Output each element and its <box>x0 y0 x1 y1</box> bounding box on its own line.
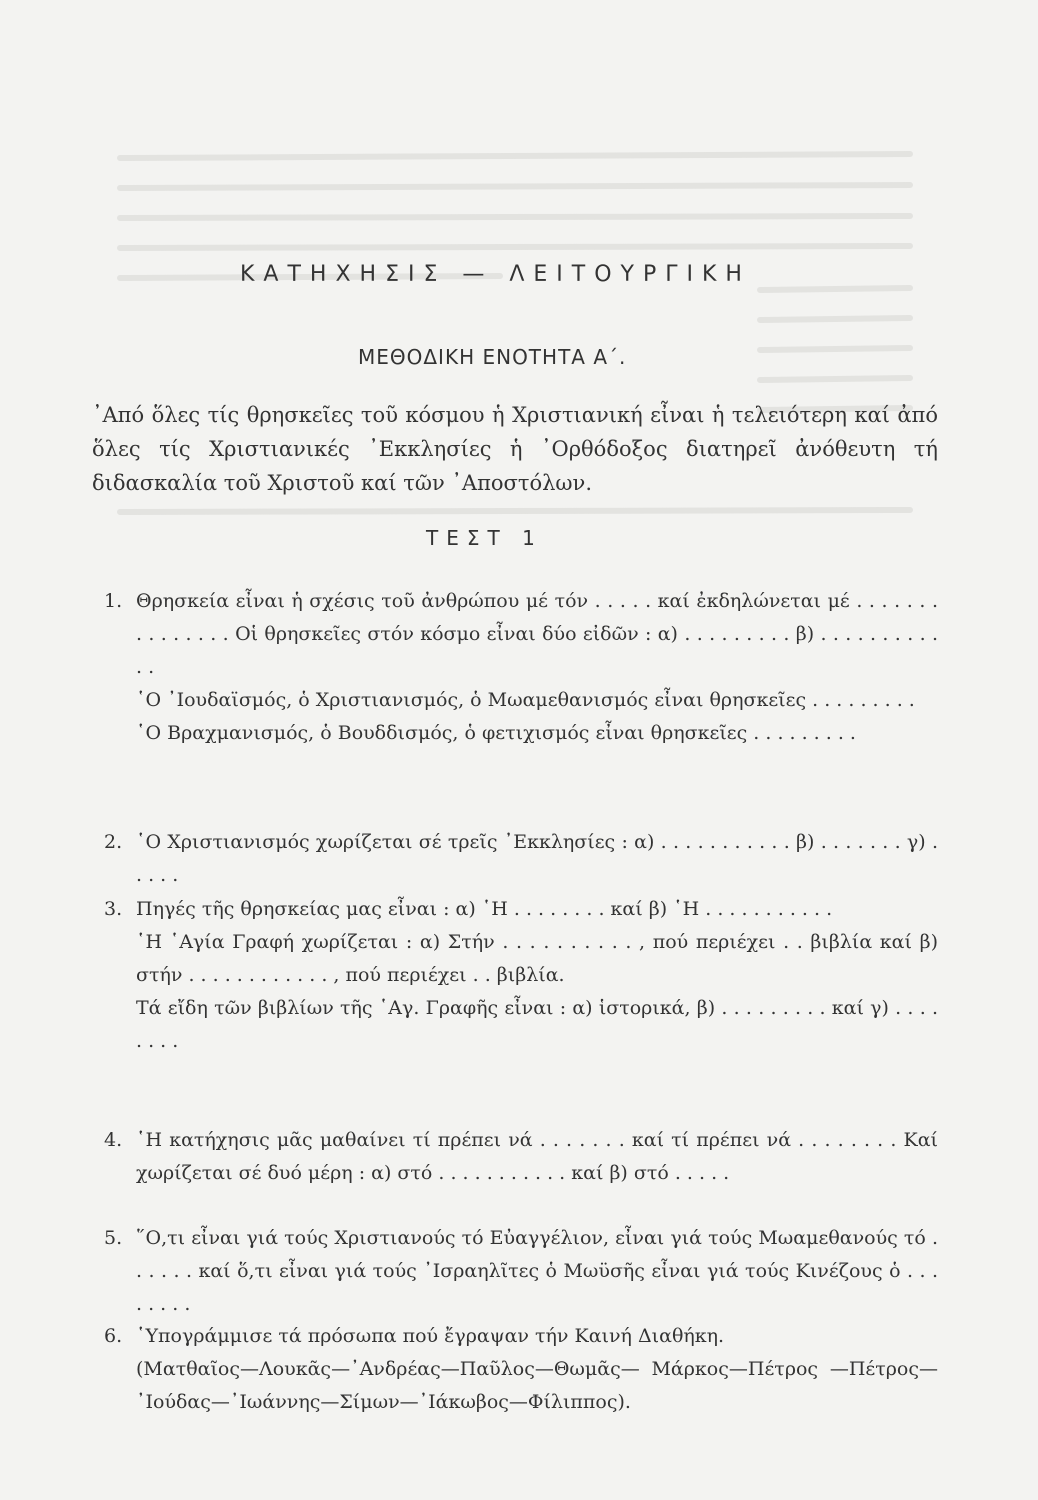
question-line: ῾Η ῾Αγία Γραφή χωρίζεται : α) Στήν . . . . . . . . . . , πού περιέχει . . βιβλία καί β) στήν . . . . . . . . . . . . , πού περιέχει . . βιβλία. <box>136 931 938 986</box>
question-line: Πηγές τῆς θρησκείας μας εἶναι : α) ῾Η . . . . . . . . καί β) ῾Η . . . . . . . . . . . <box>136 898 833 920</box>
question-line: ῾Ο Χριστιανισμός χωρίζεται σέ τρεῖς ᾿Εκκλησίες : α) . . . . . . . . . . . β) . . . . . . . γ) . . . . . <box>136 831 938 886</box>
unit-heading: ΜΕΘΟΔΙΚΗ ΕΝΟΤΗΤΑ Α΄. <box>358 345 627 369</box>
question-line: Θρησκεία εἶναι ἡ σχέσις τοῦ ἀνθρώπου μέ τόν . . . . . καί ἐκδηλώνεται μέ . . . . . . . . . . . . . . . Οἱ θρησκεῖες στόν κόσμο εἶναι δύο εἰδῶν : α) . . . . . . . . . β) . . . . . . . . . . . . <box>136 590 938 678</box>
question-line: ῾Υπογράμμισε τά πρόσωπα πού ἔγραψαν τήν Καινή Διαθήκη. <box>136 1325 725 1347</box>
question-1 <box>104 585 938 750</box>
question-line: ῾Ο ᾿Ιουδαϊσμός, ὁ Χριστιανισμός, ὁ Μωαμεθανισμός εἶναι θρησκεῖες . . . . . . . . . <box>136 689 915 711</box>
question-4 <box>104 1124 938 1190</box>
question-number: 3. <box>104 898 123 920</box>
intro-paragraph: ᾿Από ὅλες τίς θρησκεῖες τοῦ κόσμου ἡ Χριστιανική εἶναι ἡ τελειότερη καί ἀπό ὅλες τίς Χριστιανικές ᾿Εκκλησίες ἡ ᾿Ορθόδοξος διατηρεῖ ἀνόθευτη τή διδασκαλία τοῦ Χριστοῦ καί τῶν ᾿Αποστόλων. <box>92 403 938 495</box>
question-line: Τά εἴδη τῶν βιβλίων τῆς ῾Αγ. Γραφῆς εἶναι : α) ἱστορικά, β) . . . . . . . . . καί γ) . . . . . . . . <box>136 997 938 1052</box>
question-number: 2. <box>104 831 123 853</box>
question-line: ῾Η κατήχησις μᾶς μαθαίνει τί πρέπει νά . . . . . . . καί τί πρέπει νά . . . . . . . . Καί χωρίζεται σέ δυό μέρη : α) στό . . . . . . . . . . . καί β) στό . . . . . <box>136 1129 938 1184</box>
question-6 <box>104 1320 938 1419</box>
page-title: ΚΑΤΗΧΗΣΙΣ — ΛΕΙΤΟΥΡΓΙΚΗ <box>240 262 751 287</box>
question-number: 4. <box>104 1129 123 1151</box>
question-number: 1. <box>104 590 123 612</box>
question-line: (Ματθαῖος—Λουκᾶς—᾿Ανδρέας—Παῦλος—Θωμᾶς— Μάρκος—Πέτρος —Πέτρος—᾿Ιούδας—᾿Ιωάννης—Σίμων—᾿Ιάκωβος—Φίλιππος). <box>136 1358 938 1413</box>
question-line: ῞Ο,τι εἶναι γιά τούς Χριστιανούς τό Εὐαγγέλιον, εἶναι γιά τούς Μωαμεθανούς τό . . . . . . καί ὅ,τι εἶναι γιά τούς ᾿Ισραηλῖτες ὁ Μωϋσῆς εἶναι γιά τούς Κινέζους ὁ . . . . . . . . <box>136 1227 938 1315</box>
question-2 <box>104 826 938 892</box>
question-line: ῾Ο Βραχμανισμός, ὁ Βουδδισμός, ὁ φετιχισμός εἶναι θρησκεῖες . . . . . . . . . <box>136 722 856 744</box>
question-number: 5. <box>104 1227 123 1249</box>
question-number: 6. <box>104 1325 123 1347</box>
test-heading: ΤΕΣΤ 1 <box>426 526 543 550</box>
question-5 <box>104 1222 938 1321</box>
question-3 <box>104 893 938 1058</box>
